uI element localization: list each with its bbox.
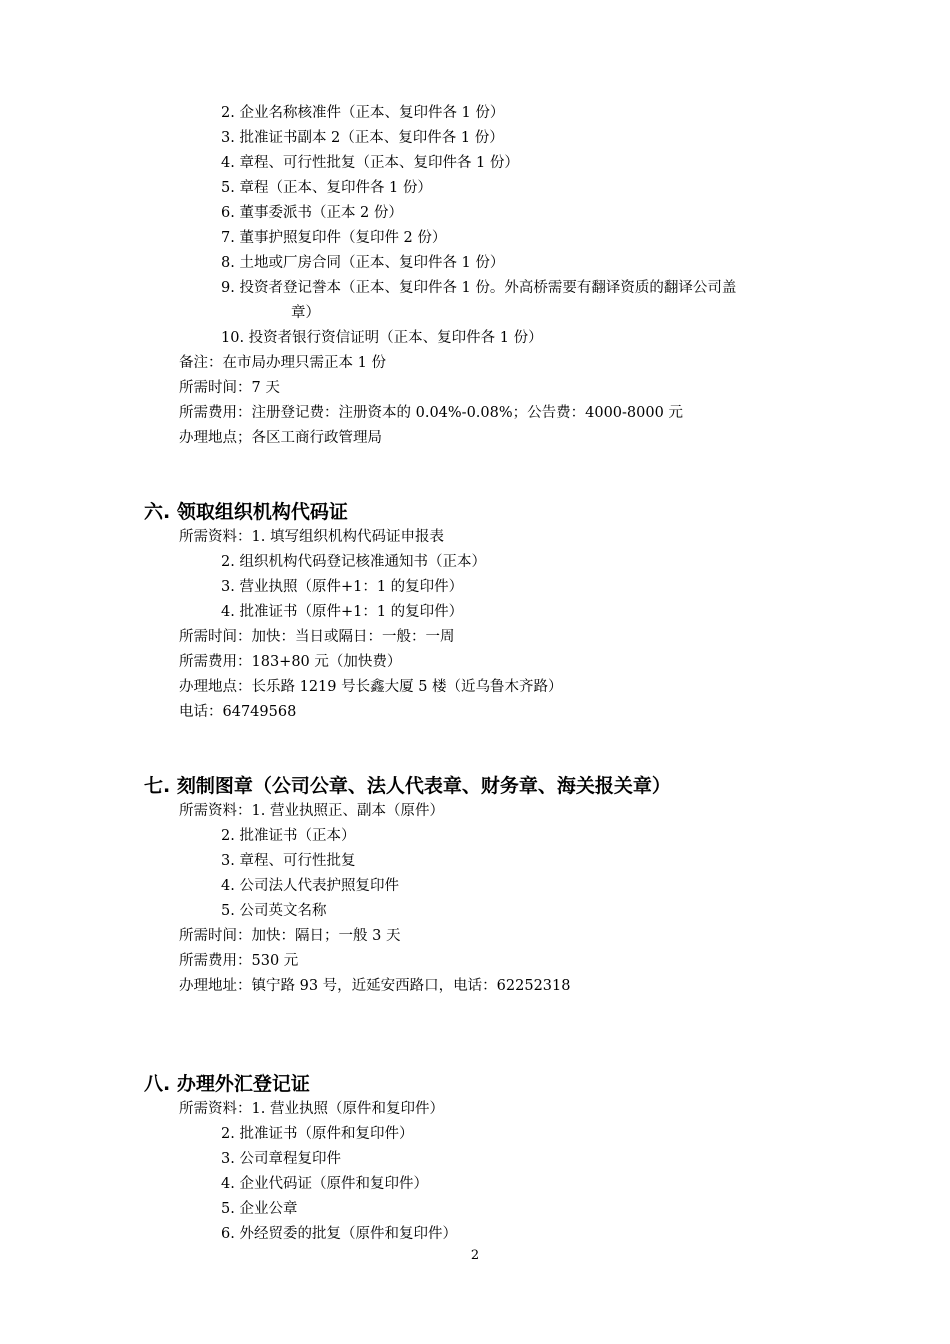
- section-heading: 八. 办理外汇登记证: [144, 1073, 310, 1095]
- list-item: 4. 公司法人代表护照复印件: [221, 878, 399, 894]
- list-item: 所需资料：1. 营业执照（原件和复印件）: [179, 1101, 444, 1117]
- list-item: 4. 批准证书（原件+1：1 的复印件）: [221, 604, 464, 620]
- list-item: 4. 章程、可行性批复（正本、复印件各 1 份）: [221, 155, 519, 171]
- fee-line: 所需费用：183+80 元（加快费）: [179, 654, 402, 670]
- section-heading: 六. 领取组织机构代码证: [144, 501, 348, 523]
- list-item: 2. 企业名称核准件（正本、复印件各 1 份）: [221, 105, 505, 121]
- place-line: 办理地点；各区工商行政管理局: [179, 430, 382, 446]
- list-item: 3. 章程、可行性批复: [221, 853, 356, 869]
- list-item: 2. 批准证书（正本）: [221, 828, 356, 844]
- list-item: 5. 章程（正本、复印件各 1 份）: [221, 180, 432, 196]
- list-item-continuation: 章）: [291, 305, 320, 321]
- time-line: 所需时间：加快：隔日；一般 3 天: [179, 928, 401, 944]
- phone-line: 电话：64749568: [179, 704, 297, 720]
- place-line: 办理地点：长乐路 1219 号长鑫大厦 5 楼（近乌鲁木齐路）: [179, 679, 563, 695]
- list-item: 2. 批准证书（原件和复印件）: [221, 1126, 414, 1142]
- list-item: 所需资料：1. 营业执照正、副本（原件）: [179, 803, 444, 819]
- time-line: 所需时间：加快：当日或隔日：一般：一周: [179, 629, 455, 645]
- list-item: 所需资料：1. 填写组织机构代码证申报表: [179, 529, 444, 545]
- list-item: 10. 投资者银行资信证明（正本、复印件各 1 份）: [221, 330, 543, 346]
- place-line: 办理地址：镇宁路 93 号，近延安西路口，电话：62252318: [179, 978, 571, 994]
- list-item: 3. 营业执照（原件+1：1 的复印件）: [221, 579, 464, 595]
- list-item: 5. 公司英文名称: [221, 903, 327, 919]
- list-item: 4. 企业代码证（原件和复印件）: [221, 1176, 428, 1192]
- list-item: 7. 董事护照复印件（复印件 2 份）: [221, 230, 447, 246]
- fee-line: 所需费用：530 元: [179, 953, 299, 969]
- page-number: 2: [470, 1248, 480, 1263]
- list-item: 2. 组织机构代码登记核准通知书（正本）: [221, 554, 486, 570]
- time-line: 所需时间：7 天: [179, 380, 280, 396]
- list-item: 6. 外经贸委的批复（原件和复印件）: [221, 1226, 457, 1242]
- list-item: 9. 投资者登记誊本（正本、复印件各 1 份。外高桥需要有翻译资质的翻译公司盖: [221, 280, 737, 296]
- list-item: 6. 董事委派书（正本 2 份）: [221, 205, 403, 221]
- list-item: 3. 批准证书副本 2（正本、复印件各 1 份）: [221, 130, 504, 146]
- fee-line: 所需费用：注册登记费：注册资本的 0.04%-0.08%；公告费：4000-8000 元: [179, 405, 683, 421]
- section-heading: 七. 刻制图章（公司公章、法人代表章、财务章、海关报关章）: [144, 775, 671, 797]
- list-item: 5. 企业公章: [221, 1201, 298, 1217]
- note-line: 备注：在市局办理只需正本 1 份: [179, 355, 386, 371]
- list-item: 3. 公司章程复印件: [221, 1151, 341, 1167]
- list-item: 8. 土地或厂房合同（正本、复印件各 1 份）: [221, 255, 505, 271]
